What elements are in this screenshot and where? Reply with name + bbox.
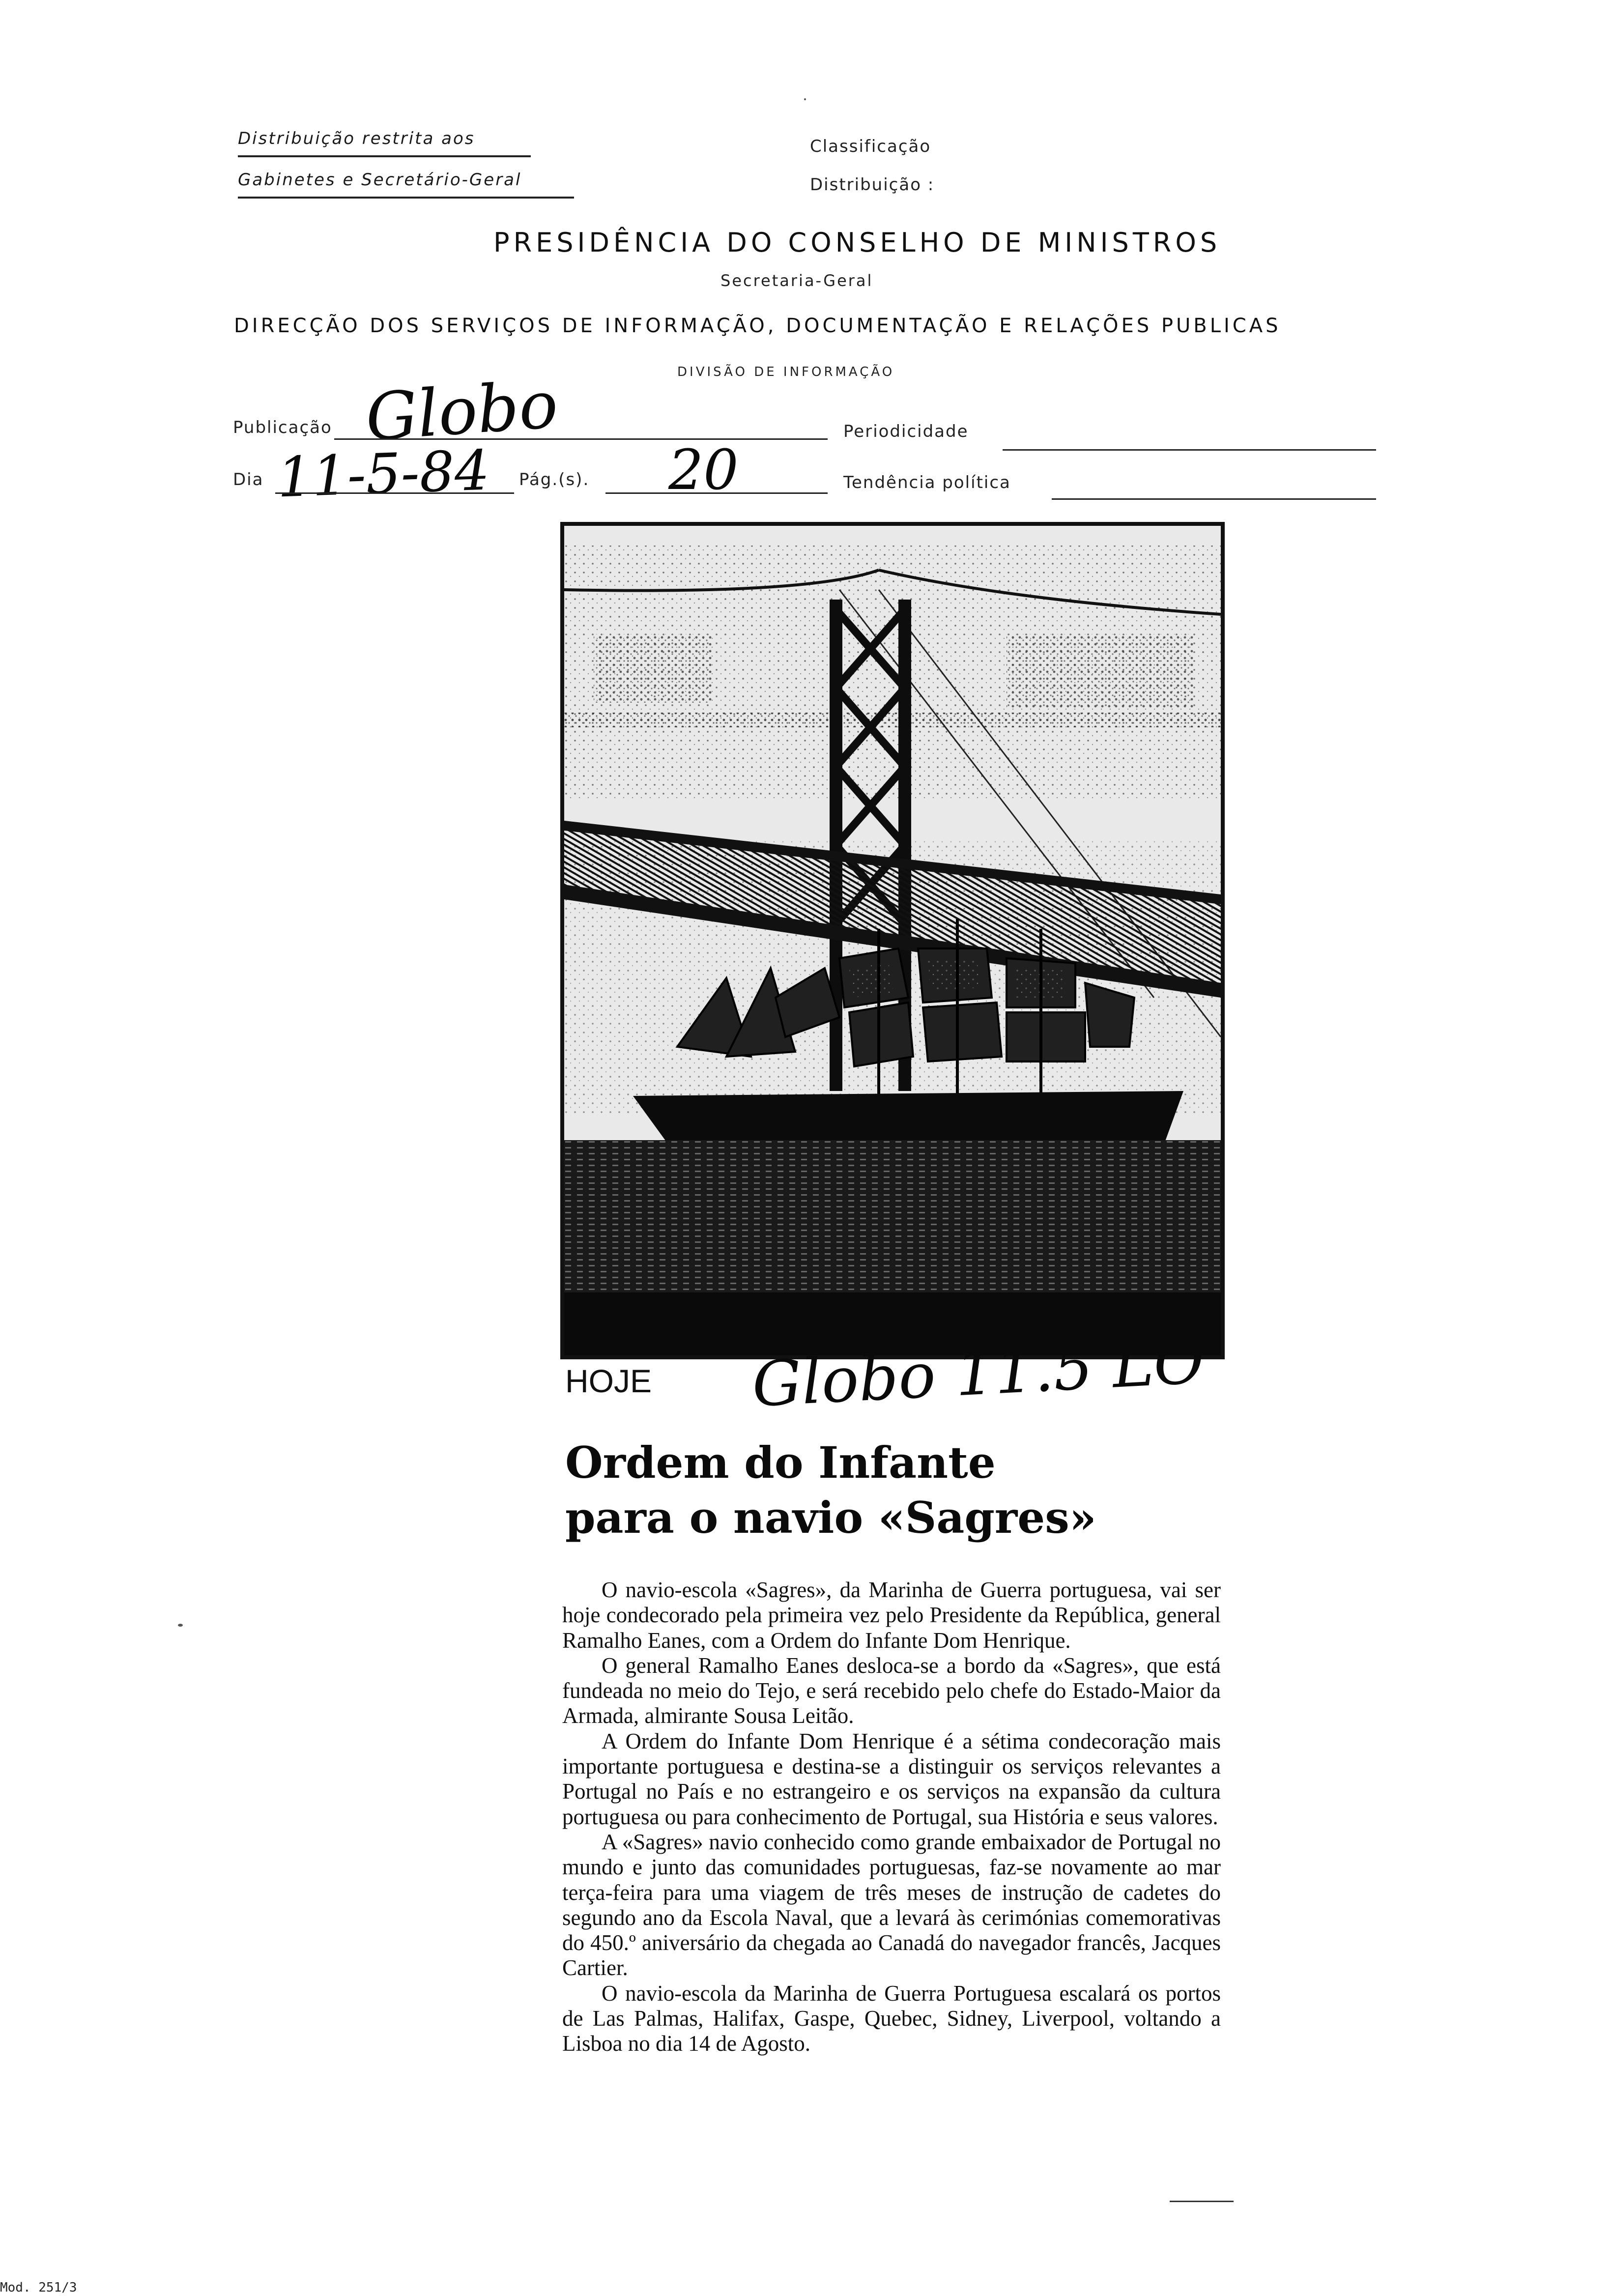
scan-speck xyxy=(804,98,806,100)
page-title: PRESIDÊNCIA DO CONSELHO DE MINISTROS xyxy=(493,227,1221,258)
dia-value: 11-5-84 xyxy=(276,438,491,510)
department-name: DIRECÇÃO DOS SERVIÇOS DE INFORMAÇÃO, DOCUMENTAÇÃO E RELAÇÕES PUBLICAS xyxy=(234,315,1281,337)
article-paragraph: A Ordem do Infante Dom Henrique é a sétima condecoração mais importante portuguesa e destina-se a distinguir os serviços relevantes a Portugal no País e no estrangeiro e os serviços na expansão da cultura portuguesa ou para conhecimento de Portugal, sua História e seus valores. xyxy=(562,1728,1221,1829)
dia-line xyxy=(275,492,514,494)
periodicidade-label: Periodicidade xyxy=(843,422,969,441)
distribution-line-1: Distribuição restrita aos xyxy=(238,129,475,148)
division-name: DIVISÃO DE INFORMAÇÃO xyxy=(677,365,895,379)
pagina-value: 20 xyxy=(668,438,739,502)
distribuicao-label: Distribuição : xyxy=(810,175,935,195)
distribution-underline-1 xyxy=(238,155,531,157)
publicacao-label: Publicação xyxy=(233,418,332,437)
article-paragraph: O navio-escola da Marinha de Guerra Portuguesa escalará os portos de Las Palmas, Halifax, Gaspe, Quebec, Sidney, Liverpool, voltando a Lisboa no dia 14 de Agosto. xyxy=(562,1980,1221,2056)
handwritten-note: Globo 11.5 LO xyxy=(750,1325,1207,1421)
article-paragraph: O general Ramalho Eanes desloca-se a bordo da «Sagres», que está fundeada no meio do Tejo, e será recebido pelo chefe do Estado-Maior da Armada, almirante Sousa Leitão. xyxy=(562,1653,1221,1728)
scan-speck xyxy=(178,1624,183,1627)
distribution-underline-2 xyxy=(238,197,574,199)
dia-label: Dia xyxy=(233,470,264,489)
distribution-line-2: Gabinetes e Secretário-Geral xyxy=(238,170,522,190)
ship-bridge-illustration xyxy=(564,526,1221,1355)
form-code: Mod. 251/3 xyxy=(0,2280,77,2295)
publicacao-value: Globo xyxy=(363,367,561,456)
publicacao-line xyxy=(334,438,828,440)
article-paragraph: O navio-escola «Sagres», da Marinha de Guerra portuguesa, vai ser hoje condecorado pela primeira vez pelo Presidente da República, general Ramalho Eanes, com a Ordem do Infante Dom Henrique. xyxy=(562,1578,1221,1653)
headline-line-2: para o navio «Sagres» xyxy=(565,1492,1096,1543)
periodicidade-line xyxy=(1003,449,1376,451)
ship-bridge-photo xyxy=(560,522,1225,1359)
pagina-line xyxy=(605,492,828,494)
clipping-end-rule xyxy=(1170,2201,1234,2202)
page-subtitle: Secretaria-Geral xyxy=(720,271,873,290)
headline-line-1: Ordem do Infante xyxy=(565,1437,996,1488)
pagina-label: Pág.(s). xyxy=(519,470,590,489)
kicker-hoje: HOJE xyxy=(565,1363,652,1399)
article-body xyxy=(562,1578,1221,2057)
tendencia-label: Tendência política xyxy=(843,473,1011,492)
tendencia-line xyxy=(1052,498,1376,500)
classificacao-label: Classificação xyxy=(810,137,931,156)
article-paragraph: A «Sagres» navio conhecido como grande embaixador de Portugal no mundo e junto das comunidades portuguesas, faz-se novamente ao mar terça-feira para uma viagem de três meses de instrução de cadetes do segundo ano da Escola Naval, que a levará às cerimónias comemorativas do 450.º aniversário da chegada ao Canadá do navegador francês, Jacques Cartier. xyxy=(562,1829,1221,1980)
